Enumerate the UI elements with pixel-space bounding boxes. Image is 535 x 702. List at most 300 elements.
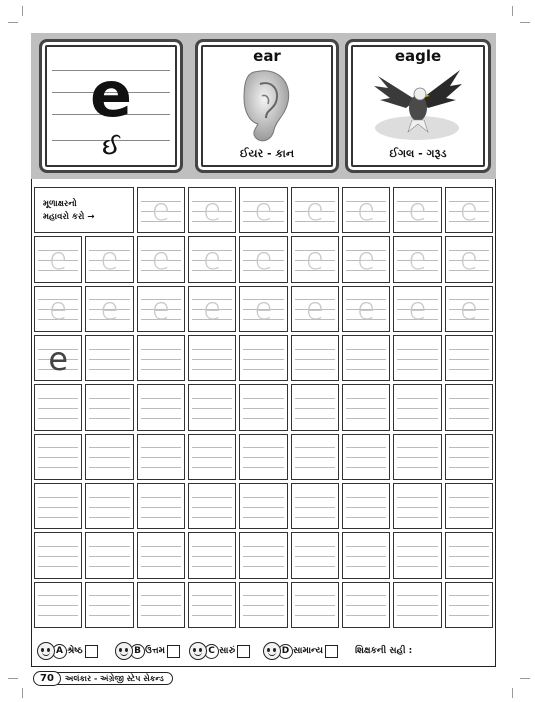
trace-letter: e bbox=[151, 242, 171, 278]
guide-line bbox=[89, 467, 129, 468]
writing-cell[interactable] bbox=[137, 582, 185, 628]
teacher-signature bbox=[355, 641, 412, 661]
guide-line bbox=[141, 369, 181, 370]
writing-cell[interactable] bbox=[85, 335, 133, 381]
writing-cell[interactable] bbox=[239, 434, 287, 480]
guide-line bbox=[192, 467, 232, 468]
guide-line bbox=[295, 517, 335, 518]
guide-line bbox=[243, 457, 283, 458]
guide-line bbox=[295, 457, 335, 458]
guide-line bbox=[89, 497, 129, 498]
trace-letter: e bbox=[408, 193, 427, 228]
guide-line bbox=[346, 605, 386, 606]
trace-cell[interactable] bbox=[291, 236, 339, 282]
trace-letter: e bbox=[356, 193, 376, 228]
guide-line bbox=[192, 605, 232, 606]
ear-icon bbox=[220, 66, 314, 146]
guide-line bbox=[38, 615, 78, 616]
guide-line bbox=[89, 408, 129, 409]
grade-letter: C bbox=[204, 644, 219, 659]
guide-line bbox=[243, 546, 283, 547]
guide-line bbox=[89, 615, 129, 616]
writing-cell[interactable] bbox=[342, 483, 390, 529]
grade-checkbox[interactable] bbox=[237, 645, 250, 658]
writing-cell[interactable] bbox=[239, 483, 287, 529]
trace-letter: e bbox=[459, 291, 479, 327]
writing-cell[interactable] bbox=[291, 582, 339, 628]
trace-cell[interactable] bbox=[34, 286, 82, 332]
guide-line bbox=[346, 457, 386, 458]
guide-line bbox=[192, 497, 232, 498]
model-cell[interactable] bbox=[34, 335, 82, 381]
grade-checkbox[interactable] bbox=[85, 645, 98, 658]
guide-line bbox=[243, 556, 283, 557]
guide-line bbox=[192, 359, 232, 360]
guide-line bbox=[295, 398, 335, 399]
writing-cell[interactable] bbox=[239, 384, 287, 430]
guide-line bbox=[397, 369, 437, 370]
crop-mark bbox=[520, 22, 530, 33]
guide-line bbox=[295, 507, 335, 508]
guide-line bbox=[397, 398, 437, 399]
grade-letter: B bbox=[130, 644, 145, 659]
writing-cell[interactable] bbox=[445, 582, 493, 628]
guide-line bbox=[346, 517, 386, 518]
guide-line bbox=[141, 447, 181, 448]
guide-line bbox=[397, 447, 437, 448]
trace-cell[interactable] bbox=[445, 236, 493, 282]
writing-cell[interactable] bbox=[291, 532, 339, 578]
guide-line bbox=[192, 507, 232, 508]
trace-cell[interactable] bbox=[239, 286, 287, 332]
trace-letter: e bbox=[202, 242, 222, 278]
guide-line bbox=[346, 546, 386, 547]
ear-caption: ઈયર - કાન bbox=[239, 147, 295, 160]
writing-cell[interactable] bbox=[291, 483, 339, 529]
guide-line bbox=[141, 359, 181, 360]
trace-letter: e bbox=[254, 291, 273, 327]
guide-line bbox=[449, 546, 489, 547]
writing-cell[interactable] bbox=[188, 582, 236, 628]
smiley-icon bbox=[37, 642, 55, 660]
guide-line bbox=[192, 546, 232, 547]
guide-line bbox=[243, 517, 283, 518]
trace-cell[interactable] bbox=[393, 236, 441, 282]
guide-line bbox=[192, 398, 232, 399]
guide-line bbox=[346, 467, 386, 468]
guide-line bbox=[89, 546, 129, 547]
guide-line bbox=[397, 556, 437, 557]
guide-line bbox=[141, 457, 181, 458]
guide-line bbox=[346, 566, 386, 567]
guide-line bbox=[397, 497, 437, 498]
guide-line bbox=[397, 595, 437, 596]
trace-letter: e bbox=[408, 291, 427, 327]
model-letter: e bbox=[48, 340, 68, 378]
trace-cell[interactable] bbox=[85, 236, 133, 282]
guide-line bbox=[38, 497, 78, 498]
guide-line bbox=[192, 595, 232, 596]
grade-label: શ્રેષ્ઠ bbox=[67, 646, 83, 656]
trace-cell[interactable] bbox=[291, 286, 339, 332]
writing-cell[interactable] bbox=[85, 483, 133, 529]
guide-line bbox=[346, 408, 386, 409]
guide-line bbox=[141, 418, 181, 419]
writing-cell[interactable] bbox=[342, 582, 390, 628]
writing-cell[interactable] bbox=[393, 532, 441, 578]
header-band bbox=[31, 33, 496, 179]
trace-cell[interactable] bbox=[342, 286, 390, 332]
writing-cell[interactable] bbox=[393, 434, 441, 480]
guide-line bbox=[89, 556, 129, 557]
crop-mark bbox=[22, 688, 33, 698]
guide-line bbox=[295, 546, 335, 547]
trace-letter: e bbox=[356, 242, 376, 278]
guide-line bbox=[295, 556, 335, 557]
writing-cell[interactable] bbox=[445, 532, 493, 578]
writing-cell[interactable] bbox=[137, 532, 185, 578]
trace-letter: e bbox=[254, 193, 273, 228]
guide-line bbox=[192, 457, 232, 458]
guide-line bbox=[295, 467, 335, 468]
guide-line bbox=[449, 349, 489, 350]
writing-cell[interactable] bbox=[137, 483, 185, 529]
guide-line bbox=[141, 566, 181, 567]
guide-line bbox=[295, 369, 335, 370]
guide-line bbox=[141, 467, 181, 468]
guide-line bbox=[449, 556, 489, 557]
guide-line bbox=[243, 605, 283, 606]
grade-b bbox=[115, 641, 180, 661]
trace-letter: e bbox=[254, 242, 273, 278]
grade-label: સામાન્ય bbox=[293, 646, 323, 656]
guide-line bbox=[346, 369, 386, 370]
writing-cell[interactable] bbox=[85, 582, 133, 628]
guide-line bbox=[89, 418, 129, 419]
writing-cell[interactable] bbox=[188, 434, 236, 480]
guide-line bbox=[38, 595, 78, 596]
eagle-word: eagle bbox=[394, 47, 442, 65]
guide-line bbox=[397, 457, 437, 458]
writing-cell[interactable] bbox=[342, 384, 390, 430]
guide-line bbox=[243, 349, 283, 350]
guide-line bbox=[346, 556, 386, 557]
guide-line bbox=[192, 418, 232, 419]
trace-cell[interactable] bbox=[85, 286, 133, 332]
trace-letter: e bbox=[408, 242, 427, 278]
writing-cell[interactable] bbox=[188, 532, 236, 578]
writing-cell[interactable] bbox=[239, 335, 287, 381]
eagle-icon bbox=[370, 66, 464, 146]
gujarati-letter: ઈ bbox=[102, 135, 120, 160]
guide-line bbox=[38, 517, 78, 518]
guide-line bbox=[449, 517, 489, 518]
writing-cell[interactable] bbox=[342, 532, 390, 578]
trace-cell[interactable] bbox=[342, 236, 390, 282]
writing-cell[interactable] bbox=[445, 434, 493, 480]
page-bar bbox=[33, 671, 173, 686]
writing-cell[interactable] bbox=[393, 335, 441, 381]
trace-letter: e bbox=[305, 291, 325, 327]
writing-cell[interactable] bbox=[393, 483, 441, 529]
guide-line bbox=[295, 566, 335, 567]
writing-cell[interactable] bbox=[445, 384, 493, 430]
writing-cell[interactable] bbox=[291, 434, 339, 480]
guide-line bbox=[243, 359, 283, 360]
trace-letter: e bbox=[459, 193, 479, 228]
guide-line bbox=[397, 349, 437, 350]
grade-label: ઉત્તમ bbox=[145, 646, 166, 656]
guide-line bbox=[449, 467, 489, 468]
guide-line bbox=[346, 595, 386, 596]
trace-letter: e bbox=[100, 291, 119, 327]
writing-cell[interactable] bbox=[239, 532, 287, 578]
guide-line bbox=[295, 359, 335, 360]
trace-letter: e bbox=[151, 291, 171, 327]
trace-letter: e bbox=[305, 242, 325, 278]
writing-cell[interactable] bbox=[393, 384, 441, 430]
trace-cell[interactable] bbox=[188, 286, 236, 332]
crop-mark bbox=[512, 688, 523, 698]
guide-line bbox=[38, 408, 78, 409]
guide-line bbox=[38, 546, 78, 547]
writing-cell[interactable] bbox=[393, 582, 441, 628]
guide-line bbox=[243, 615, 283, 616]
guide-line bbox=[449, 457, 489, 458]
guide-line bbox=[243, 595, 283, 596]
trace-letter: e bbox=[202, 193, 222, 228]
writing-cell[interactable] bbox=[342, 434, 390, 480]
crop-mark bbox=[512, 6, 523, 16]
guide-line bbox=[346, 615, 386, 616]
guide-line bbox=[141, 546, 181, 547]
guide-line bbox=[449, 408, 489, 409]
instruction-cell[interactable] bbox=[34, 187, 134, 233]
guide-line bbox=[141, 398, 181, 399]
guide-line bbox=[38, 418, 78, 419]
grade-checkbox[interactable] bbox=[325, 645, 338, 658]
guide-line bbox=[243, 497, 283, 498]
guide-line bbox=[141, 349, 181, 350]
guide-line bbox=[38, 507, 78, 508]
writing-cell[interactable] bbox=[137, 384, 185, 430]
trace-letter: e bbox=[151, 193, 171, 228]
writing-cell[interactable] bbox=[445, 483, 493, 529]
writing-cell[interactable] bbox=[291, 384, 339, 430]
guide-line bbox=[397, 408, 437, 409]
guide-line bbox=[38, 447, 78, 448]
guide-line bbox=[141, 556, 181, 557]
writing-cell[interactable] bbox=[34, 532, 82, 578]
guide-line bbox=[141, 517, 181, 518]
trace-cell[interactable] bbox=[34, 236, 82, 282]
guide-line bbox=[397, 359, 437, 360]
guide-line bbox=[295, 595, 335, 596]
teacher-sign-label: શિક્ષકની સહી : bbox=[355, 646, 413, 656]
writing-cell[interactable] bbox=[188, 384, 236, 430]
guide-line bbox=[192, 447, 232, 448]
guide-line bbox=[141, 615, 181, 616]
trace-cell[interactable] bbox=[188, 236, 236, 282]
crop-mark bbox=[22, 6, 33, 16]
trace-letter: e bbox=[202, 291, 222, 327]
grade-label: સારું bbox=[219, 646, 236, 656]
instruction-line: મહાવરો કરો → bbox=[43, 212, 95, 222]
guide-line bbox=[346, 418, 386, 419]
guide-line bbox=[141, 595, 181, 596]
writing-cell[interactable] bbox=[85, 384, 133, 430]
guide-line bbox=[38, 605, 78, 606]
trace-letter: e bbox=[305, 193, 325, 228]
guide-line bbox=[192, 566, 232, 567]
writing-cell[interactable] bbox=[188, 335, 236, 381]
guide-line bbox=[243, 447, 283, 448]
writing-cell[interactable] bbox=[342, 335, 390, 381]
guide-line bbox=[295, 447, 335, 448]
writing-cell[interactable] bbox=[291, 335, 339, 381]
trace-letter: e bbox=[48, 291, 68, 327]
guide-line bbox=[89, 457, 129, 458]
writing-cell[interactable] bbox=[188, 483, 236, 529]
guide-line bbox=[346, 359, 386, 360]
grade-checkbox[interactable] bbox=[167, 645, 180, 658]
trace-cell[interactable] bbox=[342, 187, 390, 233]
eagle-card bbox=[345, 39, 491, 173]
trace-letter: e bbox=[48, 242, 68, 278]
guide-line bbox=[89, 359, 129, 360]
guide-line bbox=[243, 566, 283, 567]
trace-cell[interactable] bbox=[291, 187, 339, 233]
guide-line bbox=[449, 418, 489, 419]
guide-line bbox=[295, 349, 335, 350]
guide-line bbox=[192, 349, 232, 350]
trace-cell[interactable] bbox=[137, 286, 185, 332]
crop-mark bbox=[8, 678, 18, 689]
writing-cell[interactable] bbox=[85, 532, 133, 578]
guide-line bbox=[449, 497, 489, 498]
guide-line bbox=[346, 447, 386, 448]
book-title: અલંકાર - અંગ્રેજી સ્ટેપ સેકન્ડ bbox=[57, 672, 173, 685]
writing-cell[interactable] bbox=[239, 582, 287, 628]
guide-line bbox=[449, 398, 489, 399]
writing-cell[interactable] bbox=[34, 483, 82, 529]
guide-line bbox=[38, 556, 78, 557]
guide-line bbox=[449, 447, 489, 448]
guide-line bbox=[141, 507, 181, 508]
letter-card bbox=[39, 39, 183, 173]
guide-line bbox=[89, 507, 129, 508]
writing-cell[interactable] bbox=[34, 582, 82, 628]
guide-line bbox=[89, 398, 129, 399]
guide-line bbox=[346, 507, 386, 508]
guide-line bbox=[243, 408, 283, 409]
guide-line bbox=[449, 369, 489, 370]
trace-letter: e bbox=[459, 242, 479, 278]
guide-line bbox=[346, 497, 386, 498]
instruction-line: મૂળાક્ષરનો bbox=[43, 199, 77, 209]
ear-card bbox=[195, 39, 339, 173]
guide-line bbox=[346, 398, 386, 399]
guide-line bbox=[295, 418, 335, 419]
guide-line bbox=[346, 349, 386, 350]
guide-line bbox=[397, 615, 437, 616]
guide-line bbox=[89, 369, 129, 370]
guide-line bbox=[89, 447, 129, 448]
trace-letter: e bbox=[100, 242, 119, 278]
guide-line bbox=[89, 595, 129, 596]
guide-line bbox=[192, 517, 232, 518]
practice-grid bbox=[33, 186, 495, 630]
guide-line bbox=[38, 398, 78, 399]
trace-cell[interactable] bbox=[239, 187, 287, 233]
writing-cell[interactable] bbox=[445, 335, 493, 381]
guide-line bbox=[449, 595, 489, 596]
guide-line bbox=[295, 497, 335, 498]
grade-letter: D bbox=[278, 644, 293, 659]
guide-line bbox=[243, 467, 283, 468]
guide-line bbox=[141, 605, 181, 606]
trace-cell[interactable] bbox=[137, 187, 185, 233]
guide-line bbox=[192, 369, 232, 370]
writing-cell[interactable] bbox=[137, 434, 185, 480]
guide-line bbox=[192, 556, 232, 557]
trace-cell[interactable] bbox=[239, 236, 287, 282]
eagle-caption: ઈગલ - ગરૂડ bbox=[389, 147, 447, 160]
ear-word: ear bbox=[253, 47, 281, 65]
guide-line bbox=[192, 615, 232, 616]
trace-cell[interactable] bbox=[393, 286, 441, 332]
grade-c bbox=[189, 641, 250, 661]
page-number: 70 bbox=[33, 671, 61, 686]
guide-line bbox=[243, 369, 283, 370]
instruction-text bbox=[43, 198, 95, 224]
smiley-icon bbox=[115, 642, 133, 660]
trace-cell[interactable] bbox=[188, 187, 236, 233]
english-letter: e bbox=[89, 58, 133, 131]
guide-line bbox=[449, 359, 489, 360]
guide-line bbox=[243, 398, 283, 399]
guide-line bbox=[397, 546, 437, 547]
crop-mark bbox=[520, 678, 530, 689]
guide-line bbox=[295, 605, 335, 606]
grade-letter: A bbox=[52, 644, 67, 659]
guide-line bbox=[397, 467, 437, 468]
trace-cell[interactable] bbox=[137, 236, 185, 282]
guide-line bbox=[397, 507, 437, 508]
writing-cell[interactable] bbox=[85, 434, 133, 480]
guide-line bbox=[295, 408, 335, 409]
guide-line bbox=[243, 507, 283, 508]
trace-cell[interactable] bbox=[445, 286, 493, 332]
guide-line bbox=[89, 566, 129, 567]
grade-a bbox=[37, 641, 98, 661]
guide-line bbox=[449, 566, 489, 567]
trace-cell[interactable] bbox=[393, 187, 441, 233]
guide-line bbox=[295, 615, 335, 616]
guide-line bbox=[192, 408, 232, 409]
grade-d bbox=[263, 641, 338, 661]
guide-line bbox=[89, 349, 129, 350]
guide-line bbox=[397, 517, 437, 518]
trace-cell[interactable] bbox=[445, 187, 493, 233]
guide-line bbox=[449, 507, 489, 508]
crop-mark bbox=[8, 22, 18, 33]
writing-cell[interactable] bbox=[137, 335, 185, 381]
guide-line bbox=[397, 566, 437, 567]
writing-cell[interactable] bbox=[34, 384, 82, 430]
writing-cell[interactable] bbox=[34, 434, 82, 480]
guide-line bbox=[449, 605, 489, 606]
